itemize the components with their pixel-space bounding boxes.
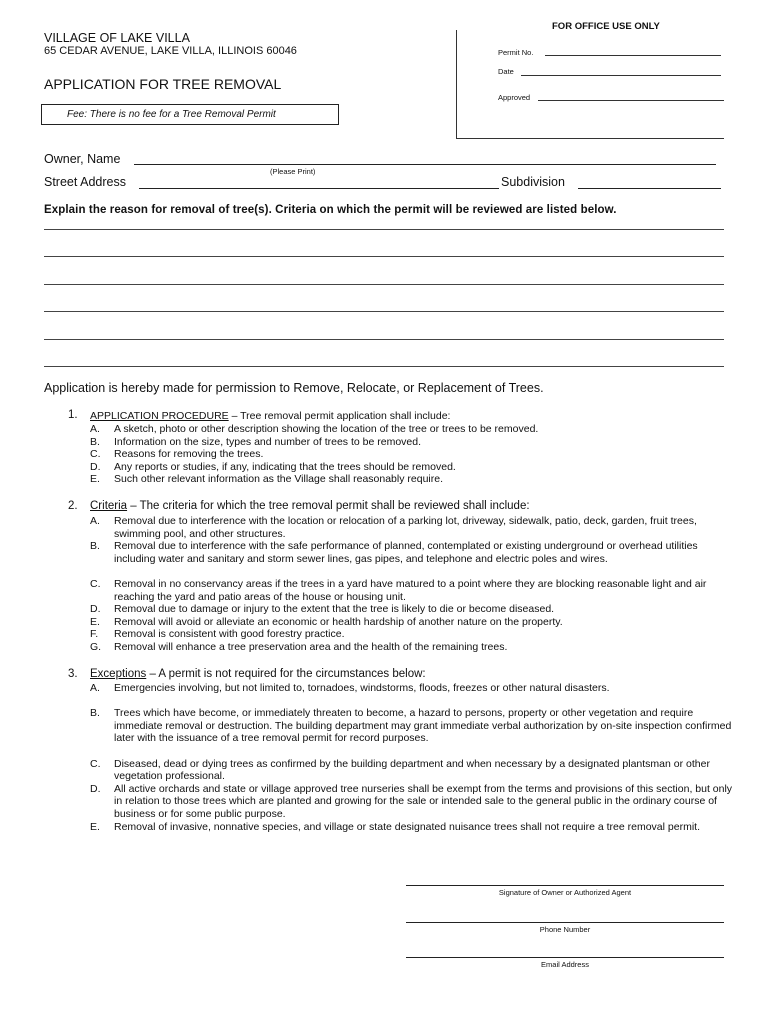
item-letter: A. — [90, 682, 100, 694]
section-subtitle: – A permit is not required for the circumstances below: — [146, 668, 426, 680]
item-text: All active orchards and state or village approved tree nurseries shall be exempt from the terms and provisions of this section, but only in relation to those trees which are planted and growing for the sale or intended sale to the general public in the ordinary course of business or for some public purpose. — [114, 782, 733, 820]
permit-number-label: Permit No. — [498, 48, 534, 57]
item-letter: E. — [90, 820, 100, 833]
item-letter: D. — [90, 460, 101, 473]
owner-signature-label: Signature of Owner or Authorized Agent — [498, 888, 632, 897]
item-letter: B. — [90, 707, 100, 720]
item-text: Removal due to interference with the safe performance of planned, contemplated or existing underground or overhead utilities including water and sanitary and storm sewer lines, gas pipes, and telephone and electric poles and wires. — [114, 540, 698, 565]
reason-line-1[interactable] — [44, 229, 724, 230]
item-letter: C. — [90, 448, 101, 461]
office-use-heading: FOR OFFICE USE ONLY — [552, 21, 660, 32]
explain-heading: Explain the reason for removal of tree(s). Criteria on which the permit will be reviewed are listed below. — [44, 204, 617, 216]
section-3-heading — [0, 668, 770, 682]
item-text: Removal due to interference with the location or relocation of a parking lot, driveway, sidewalk, patio, deck, garden, fruit trees, swimming pool, and other structures. — [114, 515, 697, 540]
item-text: Removal will enhance a tree preservation area and the health of the remaining trees. — [114, 641, 508, 653]
item-text: Diseased, dead or dying trees as confirmed by the building department and when necessary by a designated plantsman or other vegetation professional. — [114, 757, 710, 783]
reason-line-3[interactable] — [44, 284, 724, 285]
subdivision-label: Subdivision — [501, 175, 565, 189]
office-date-label: Date — [498, 67, 514, 76]
section-title: Criteria — [90, 500, 128, 512]
email-address-field[interactable] — [406, 957, 724, 958]
item-text: Reasons for removing the trees. — [114, 448, 264, 461]
item-text: Removal is consistent with good forestry practice. — [114, 628, 345, 641]
item-letter: B. — [90, 435, 100, 448]
section-number: 1. — [68, 409, 78, 421]
item-letter: C. — [90, 757, 101, 770]
reason-line-4[interactable] — [44, 311, 724, 312]
section-1-list — [90, 423, 740, 487]
item-text: Information on the size, types and number of trees to be removed. — [114, 435, 422, 448]
item-letter: F. — [90, 628, 99, 641]
subdivision-field[interactable] — [578, 188, 721, 189]
section-1-heading — [0, 409, 770, 423]
item-text: Removal of invasive, nonnative species, and village or state designated nuisance trees shall not require a tree removal permit. — [114, 820, 700, 833]
owner-name-field[interactable] — [134, 164, 716, 165]
form-title: APPLICATION FOR TREE REMOVAL — [44, 76, 282, 92]
street-address-label: Street Address — [44, 175, 126, 189]
item-letter: E. — [90, 473, 100, 486]
section-number: 3. — [68, 668, 78, 680]
print-hint: (Please Print) — [270, 167, 316, 176]
organization-address: 65 CEDAR AVENUE, LAKE VILLA, ILLINOIS 60046 — [44, 45, 297, 57]
section-title: APPLICATION PROCEDURE — [90, 410, 229, 422]
reason-line-2[interactable] — [44, 256, 724, 257]
application-intro: Application is hereby made for permission to Remove, Relocate, or Replacement of Trees. — [44, 381, 544, 395]
section-title-line — [90, 668, 426, 680]
phone-number-field[interactable] — [406, 922, 724, 923]
item-letter: D. — [90, 603, 101, 616]
item-text: Removal in no conservancy areas if the trees in a yard have matured to a point where they are blocking reasonable light and air reaching the yard and patio areas of the house or housing unit. — [114, 578, 707, 603]
item-letter: A. — [90, 423, 100, 435]
phone-number-label: Phone Number — [539, 925, 591, 934]
owner-signature-field[interactable] — [406, 885, 724, 886]
item-text: Such other relevant information as the Village shall reasonably require. — [114, 473, 443, 486]
item-text: Removal will avoid or alleviate an economic or health hardship of another nature on the property. — [114, 615, 563, 628]
organization-name: VILLAGE OF LAKE VILLA — [44, 31, 190, 45]
reason-line-6[interactable] — [44, 366, 724, 367]
item-letter: B. — [90, 540, 100, 553]
item-letter: E. — [90, 615, 100, 628]
section-subtitle: – The criteria for which the tree removal permit shall be reviewed shall include: — [127, 500, 530, 512]
section-number: 2. — [68, 500, 78, 512]
item-letter: A. — [90, 515, 100, 527]
reason-line-5[interactable] — [44, 339, 724, 340]
approved-label: Approved — [498, 93, 531, 102]
office-date-field[interactable] — [521, 75, 721, 76]
item-text: Emergencies involving, but not limited to, tornadoes, windstorms, floods, freezes or other natural disasters. — [114, 682, 610, 694]
section-2-heading — [0, 500, 770, 514]
section-title: Exceptions — [90, 668, 147, 680]
item-letter: G. — [90, 641, 102, 653]
section-2-list — [90, 515, 740, 655]
approved-field[interactable] — [538, 100, 724, 101]
email-address-label: Email Address — [541, 960, 589, 969]
item-text: A sketch, photo or other description showing the location of the tree or trees to be removed. — [114, 423, 539, 435]
office-box-border — [456, 30, 457, 138]
office-box-bottom — [456, 138, 724, 139]
section-subtitle: – Tree removal permit application shall include: — [228, 410, 451, 422]
fee-note: Fee: There is no fee for a Tree Removal Permit — [67, 109, 276, 120]
street-address-field[interactable] — [139, 188, 499, 189]
item-letter: C. — [90, 578, 101, 590]
item-text: Removal due to damage or injury to the extent that the tree is likely to die or become diseased. — [114, 603, 555, 616]
section-3-list — [90, 682, 740, 852]
owner-name-label: Owner, Name — [44, 152, 121, 166]
section-title-line — [90, 500, 530, 512]
item-letter: D. — [90, 782, 101, 795]
item-text: Any reports or studies, if any, indicating that the trees should be removed. — [114, 460, 456, 473]
permit-number-field[interactable] — [545, 55, 721, 56]
section-title-line — [90, 410, 450, 422]
item-text: Trees which have become, or immediately threaten to become, a hazard to persons, property or other vegetation and require immediate removal or destruction. The building department may grant immediate verbal authorization by on-site inspection confirmed later with the issuance of a tree removal permit for record purposes. — [114, 707, 732, 745]
